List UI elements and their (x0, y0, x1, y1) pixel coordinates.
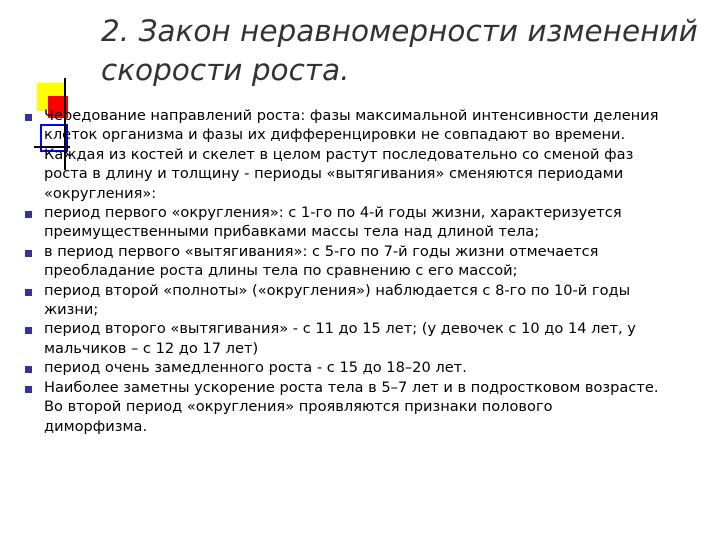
square-bullet-icon (25, 211, 32, 218)
list-item-text: период второго «вытягивания» - с 11 до 15 лет; (у девочек с 10 до 14 лет, у мальчиков – с 12 до 17 лет) (44, 320, 636, 357)
list-item-text: период первого «округления»: с 1-го по 4-й годы жизни, характеризуется преимущественными прибавками массы тела над длиной тела; (44, 204, 622, 241)
square-bullet-icon (25, 114, 32, 121)
list-item (25, 281, 705, 320)
list-item (25, 242, 705, 281)
bullet-list (25, 106, 705, 436)
square-bullet-icon (25, 250, 32, 257)
slide-title: 2. Закон неравномерности изменений скорости роста. (101, 14, 698, 87)
list-item (25, 319, 705, 358)
list-item-text: Наиболее заметны ускорение роста тела в 5–7 лет и в подростковом возрасте. Во второй период «округления» проявляются признаки полового диморфизма. (44, 378, 659, 435)
list-item-text: в период первого «вытягивания»: с 5-го по 7-й годы жизни отмечается преобладание роста длины тела по сравнению с его массой; (44, 242, 599, 280)
list-item (25, 203, 705, 242)
square-bullet-icon (25, 327, 32, 334)
list-item (25, 358, 705, 377)
list-item (25, 106, 705, 203)
square-bullet-icon (25, 289, 32, 296)
square-bullet-icon (25, 366, 32, 373)
list-item-text: Чередование направлений роста: фазы максимальной интенсивности деления клеток организма и фазы их дифференцировки не совпадают во времени. Каждая из костей и скелет в целом растут последовательно со сменой фаз роста в длину и толщину - периоды «вытягивания» сменяются периодами «округления»: (44, 107, 659, 202)
list-item (25, 378, 705, 436)
list-item-text: период очень замедленного роста - с 15 до 18–20 лет. (44, 359, 467, 377)
list-item-text: период второй «полноты» («округления») наблюдается с 8-го по 10-й годы жизни; (44, 281, 631, 319)
square-bullet-icon (25, 386, 32, 393)
